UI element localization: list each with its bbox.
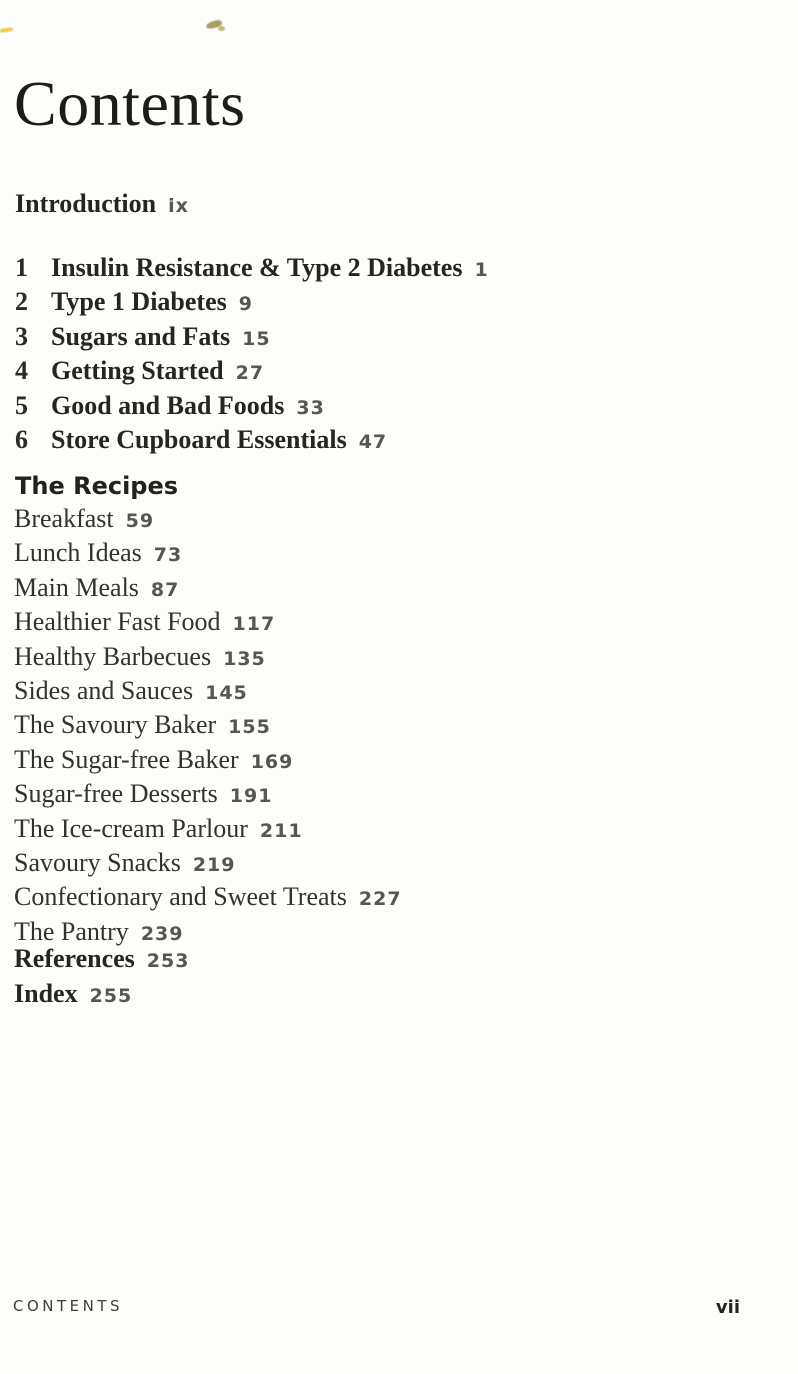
chapter-number: 5	[15, 390, 28, 420]
recipe-entry	[14, 744, 402, 778]
recipe-page-number: 169	[250, 750, 294, 773]
chapter-number: 6	[15, 425, 28, 455]
recipe-page-number: 59	[125, 510, 155, 532]
recipe-title: Lunch Ideas	[14, 538, 142, 568]
recipes-section-heading: The Recipes	[15, 472, 179, 500]
chapter-page-number: 33	[296, 396, 325, 419]
chapter-number: 3	[15, 321, 28, 351]
back-matter-title: References	[14, 944, 135, 973]
chapter-page-number: 1	[474, 259, 489, 281]
chapter-entry	[15, 390, 489, 424]
recipe-list	[14, 503, 402, 950]
recipe-title: The Ice-cream Parlour	[14, 813, 248, 843]
back-matter-title: Index	[14, 978, 78, 1008]
recipe-entry	[14, 881, 402, 915]
recipe-title: Healthier Fast Food	[14, 607, 221, 637]
recipe-page-number: 219	[192, 854, 236, 877]
scan-smudge-dot	[218, 26, 225, 31]
recipe-title: Sides and Sauces	[14, 676, 194, 706]
chapter-entry	[15, 286, 489, 320]
recipe-title: Healthy Barbecues	[14, 641, 212, 671]
chapter-number: 1	[15, 253, 28, 282]
chapter-title: Type 1 Diabetes	[51, 287, 227, 317]
chapter-title: Getting Started	[51, 356, 224, 386]
recipe-entry	[14, 503, 402, 537]
recipe-title: The Pantry	[14, 916, 129, 946]
recipe-title: Savoury Snacks	[14, 848, 181, 878]
chapter-list	[15, 252, 489, 458]
recipe-entry	[14, 813, 402, 847]
recipe-entry	[14, 709, 402, 743]
recipe-page-number: 239	[140, 922, 184, 945]
chapter-entry	[15, 355, 489, 389]
back-matter-page-number: 253	[146, 950, 190, 972]
chapter-page-number: 47	[358, 431, 388, 454]
introduction-label: Introduction	[15, 189, 157, 218]
chapter-number: 2	[15, 287, 28, 317]
page-title: Contents	[14, 68, 246, 139]
recipe-page-number: 155	[228, 716, 271, 739]
back-matter-page-number: 255	[89, 984, 133, 1007]
recipe-entry	[14, 537, 402, 571]
recipe-page-number: 87	[150, 578, 180, 601]
recipe-page-number: 117	[232, 613, 276, 636]
running-footer-label: CONTENTS	[13, 1297, 124, 1315]
chapter-page-number: 27	[235, 362, 265, 385]
recipe-title: The Savoury Baker	[14, 710, 217, 740]
recipe-page-number: 191	[229, 785, 273, 808]
back-matter-entry	[14, 943, 189, 978]
back-matter-list	[14, 943, 189, 1012]
recipe-title: Confectionary and Sweet Treats	[14, 882, 347, 912]
chapter-title: Sugars and Fats	[51, 321, 231, 351]
recipe-page-number: 227	[358, 888, 402, 911]
recipe-entry	[14, 606, 402, 640]
recipe-entry	[14, 675, 402, 709]
chapter-entry	[15, 321, 489, 355]
chapter-title: Store Cupboard Essentials	[51, 425, 347, 455]
chapter-title: Good and Bad Foods	[51, 390, 285, 420]
recipe-entry	[14, 641, 402, 675]
recipe-page-number: 135	[223, 647, 266, 670]
recipe-title: Sugar-free Desserts	[14, 779, 218, 809]
chapter-number: 4	[15, 356, 28, 386]
recipe-title: The Sugar-free Baker	[14, 744, 239, 774]
recipe-page-number: 145	[205, 682, 248, 705]
recipe-entry	[14, 572, 402, 606]
recipe-title: Main Meals	[14, 572, 139, 602]
recipe-title: Breakfast	[14, 504, 114, 533]
folio-page-number: vii	[715, 1297, 740, 1318]
scan-edge-mark	[0, 27, 13, 33]
back-matter-entry	[14, 978, 189, 1013]
chapter-page-number: 15	[242, 327, 271, 350]
recipe-entry	[14, 847, 402, 881]
recipe-page-number: 73	[153, 544, 183, 567]
toc-introduction-entry	[15, 188, 189, 222]
chapter-entry	[15, 424, 489, 458]
chapter-title: Insulin Resistance & Type 2 Diabetes	[51, 253, 463, 282]
introduction-page-number: ix	[168, 195, 189, 217]
chapter-entry	[15, 252, 489, 286]
chapter-page-number: 9	[238, 293, 253, 316]
recipe-entry	[14, 778, 402, 812]
recipe-page-number: 211	[259, 819, 303, 842]
